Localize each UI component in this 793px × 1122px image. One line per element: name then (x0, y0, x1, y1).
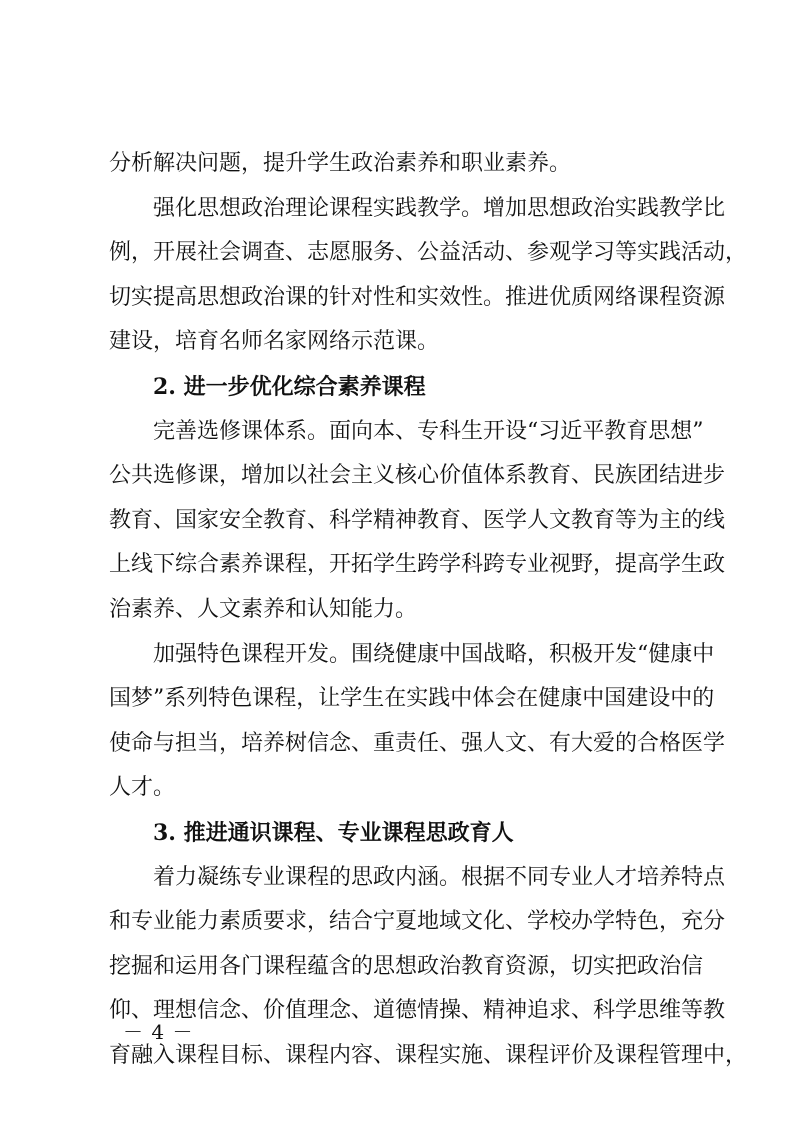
paragraph-line: 建设，培育名师名家网络示范课。 (109, 329, 440, 355)
paragraph-line: 教育、国家安全教育、科学精神教育、医学人文教育等为主的线 (109, 507, 726, 533)
paragraph-line: 着力凝练专业课程的思政内涵。根据不同专业人才培养特点 (153, 864, 726, 890)
paragraph-line: 治素养、人文素养和认知能力。 (109, 596, 418, 622)
section-heading: 2. 进一步优化综合素养课程 (153, 373, 426, 400)
paragraph-line: 分析解决问题，提升学生政治素养和职业素养。 (109, 151, 572, 176)
paragraph-line: 人才。 (109, 775, 176, 801)
paragraph-line: 加强特色课程开发。围绕健康中国战略，积极开发“健康中 (153, 641, 715, 667)
paragraph-line: 强化思想政治理论课程实践教学。增加思想政治实践教学比 (153, 195, 726, 221)
paragraph-line: 完善选修课体系。面向本、专科生开设“习近平教育思想” (153, 418, 704, 444)
paragraph-line: 仰、理想信念、价值理念、道德情操、精神追求、科学思维等教 (109, 998, 726, 1024)
paragraph-line: 国梦”系列特色课程，让学生在实践中体会在健康中国建设中的 (109, 686, 715, 712)
paragraph-line: 挖掘和运用各门课程蕴含的思想政治教育资源，切实把政治信 (109, 953, 704, 979)
page-number: － 4 － (123, 1020, 194, 1044)
section-heading: 3. 推进通识课程、专业课程思政育人 (153, 819, 514, 846)
paragraph-line: 使命与担当，培养树信念、重责任、强人文、有大爱的合格医学 (109, 730, 726, 756)
paragraph-line: 例，开展社会调查、志愿服务、公益活动、参观学习等实践活动， (109, 240, 748, 266)
paragraph-line: 切实提高思想政治课的针对性和实效性。推进优质网络课程资源 (109, 284, 726, 310)
paragraph-line: 公共选修课，增加以社会主义核心价值体系教育、民族团结进步 (109, 463, 726, 489)
paragraph-line: 和专业能力素质要求，结合宁夏地域文化、学校办学特色，充分 (109, 909, 726, 935)
document-body (109, 142, 748, 1078)
paragraph-line: 上线下综合素养课程，开拓学生跨学科跨专业视野，提高学生政 (109, 552, 726, 578)
paragraph-line: 育融入课程目标、课程内容、课程实施、课程评价及课程管理中， (109, 1042, 748, 1068)
